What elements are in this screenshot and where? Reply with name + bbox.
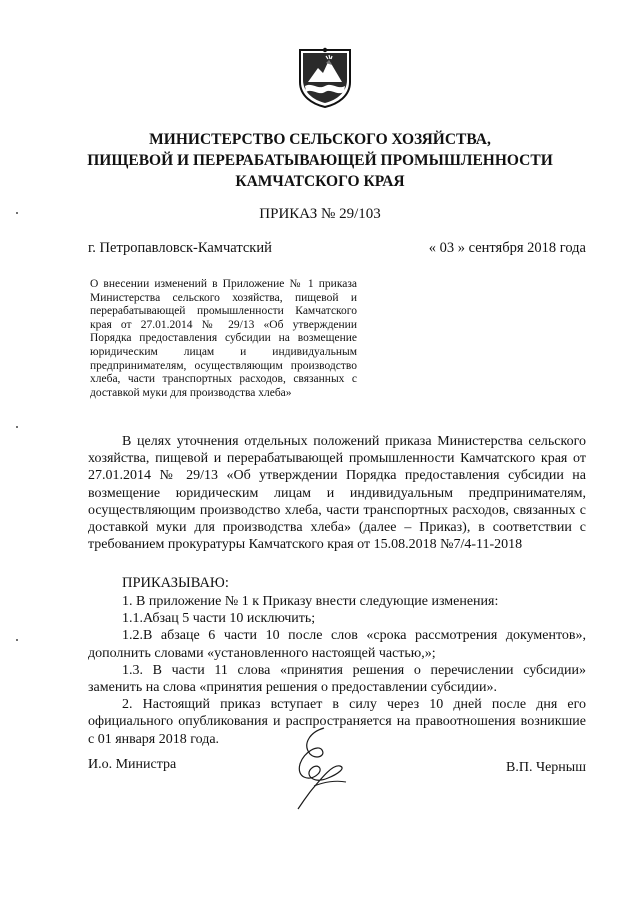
signatory-name: В.П. Черныш [506, 760, 586, 775]
order-date: « 03 » сентября 2018 года [428, 240, 586, 256]
order-subject: О внесении изменений в Приложение № 1 приказа Министерства сельского хозяйства, пищевой и перерабатывающей промышленности Камчатского края от 27.01.2014 № 29/13 «Об утверждении Порядка предоставления субсидии на возмещение юридическим лицам и индивидуальным предпринимателям, осуществляющим производство хлеба, части транспортных расходов, связанных с доставкой муки для производства хлеба» [90, 278, 357, 399]
order-item-1-1: 1.1.Абзац 5 части 10 исключить; [122, 611, 316, 627]
preamble-paragraph: В целях уточнения отдельных положений приказа Министерства сельского хозяйства, пищевой и перерабатывающей промышленности Камчатского края от 27.01.2014 № 29/13 «Об утверждении Порядка предоставления субсидии на возмещение юридическим лицам и индивидуальным предпринимателям, осуществляющим производство хлеба, части транспортных расходов, связанных с доставкой муки для производства хлеба» (далее – Приказ), в соответствии с требованием прокуратуры Камчатского края от 15.08.2018 №7/4-11-2018 [88, 434, 586, 553]
order-directive: ПРИКАЗЫВАЮ: [122, 575, 229, 591]
city-text: г. Петропавловск-Камчатский [88, 240, 272, 256]
ministry-line-3: КАМЧАТСКОГО КРАЯ [235, 173, 405, 190]
order-title: ПРИКАЗ № 29/103 [259, 206, 381, 222]
scan-speck [16, 212, 18, 214]
kamchatka-emblem-icon [296, 46, 354, 108]
order-item-1-2: 1.2.В абзаце 6 части 10 после слов «срока рассмотрения документов», дополнить словами «установленного настоящей частью,»; [88, 628, 586, 661]
scan-speck [16, 426, 18, 428]
order-item-1: 1. В приложение № 1 к Приказу внести следующие изменения: [122, 594, 499, 609]
ministry-name [60, 129, 580, 192]
signatory-position: И.о. Министра [88, 757, 177, 772]
ministry-line-2: ПИЩЕВОЙ И ПЕРЕРАБАТЫВАЮЩЕЙ ПРОМЫШЛЕННОСТИ [87, 152, 553, 169]
order-item-2: 2. Настоящий приказ вступает в силу через 10 дней после дня его официального опубликования и распространяется на правоотношения возникшие с 01 января 2018 года. [88, 697, 586, 747]
order-item-1-3: 1.3. В части 11 слова «принятия решения о перечислении субсидии» заменить на слова «принятия решения о предоставлении субсидии». [88, 662, 586, 696]
scan-speck [16, 639, 18, 641]
handwritten-signature-icon [280, 722, 360, 810]
ministry-line-1: МИНИСТЕРСТВО СЕЛЬСКОГО ХОЗЯЙСТВА, [149, 131, 491, 148]
